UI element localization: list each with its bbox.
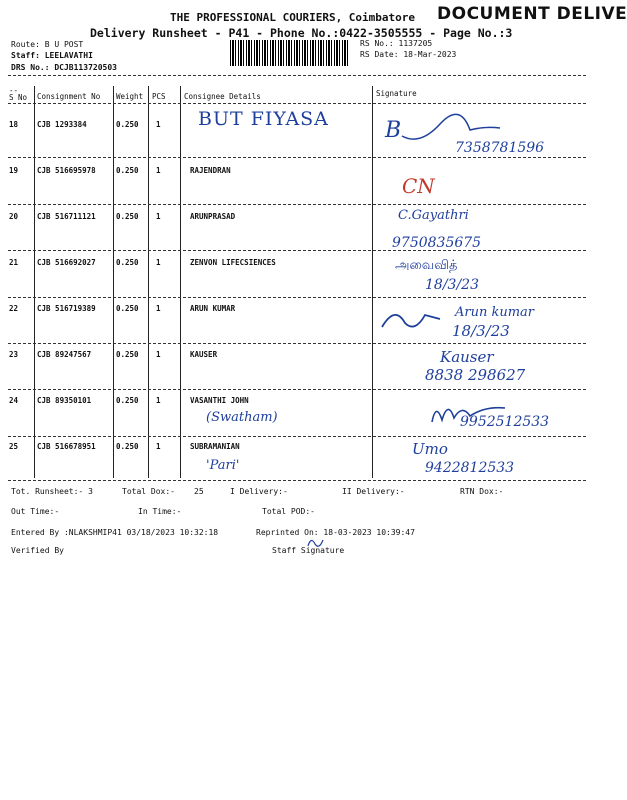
runsheet-title: Delivery Runsheet - P41 - Phone No.:0422-3505555 - Page No.:3: [90, 26, 513, 40]
row-sno: 23: [9, 350, 19, 359]
drs-number: DRS No.: DCJB113720503: [11, 63, 117, 72]
row-pcs: 1: [156, 304, 161, 313]
col-consignment: Consignment No: [37, 92, 101, 101]
divider: [8, 250, 586, 251]
total-pod: Total POD:-: [262, 507, 315, 516]
row-consignee: ARUN KUMAR: [190, 304, 236, 313]
total-dox-label: Total Dox:-: [122, 487, 175, 496]
handwritten-signature: Umo: [412, 440, 448, 458]
signature-stroke: [380, 305, 450, 333]
divider: [8, 389, 586, 390]
divider: [8, 157, 586, 158]
divider: [8, 480, 586, 481]
col-line: [372, 86, 373, 478]
staff-initials-stroke: [305, 534, 327, 552]
out-time: Out Time:-: [11, 507, 60, 516]
in-time: In Time:-: [138, 507, 182, 516]
reprinted-on: Reprinted On: 18-03-2023 10:39:47: [256, 528, 415, 537]
divider: [8, 297, 586, 298]
row-consignment: CJB 516678951: [37, 442, 96, 451]
handwritten-signature: அவைவித்: [395, 258, 458, 273]
row-weight: 0.250: [116, 396, 139, 405]
row-weight: 0.250: [116, 120, 139, 129]
divider: [8, 436, 586, 437]
rs-date: RS Date: 18-Mar-2023: [360, 50, 457, 59]
row-sno: 21: [9, 258, 19, 267]
handwritten-signature: Arun kumar: [455, 305, 535, 320]
col-line: [148, 86, 149, 478]
route: Route: B U POST: [11, 40, 84, 49]
row-consignment: CJB 516711121: [37, 212, 96, 221]
row-weight: 0.250: [116, 442, 139, 451]
handwritten-phone: 7358781596: [455, 140, 545, 156]
i-delivery: I Delivery:-: [230, 487, 288, 496]
handwritten-phone: 9952512533: [460, 414, 550, 430]
row-pcs: 1: [156, 120, 161, 129]
row-weight: 0.250: [116, 350, 139, 359]
handwritten-signature: B: [385, 118, 402, 143]
handwritten-phone: 9750835675: [392, 235, 482, 251]
verified-by: Verified By: [11, 546, 64, 555]
row-sno: 22: [9, 304, 19, 313]
total-runsheet: Tot. Runsheet:- 3: [11, 487, 93, 496]
staff-signature: Staff Signature: [272, 546, 345, 555]
row-consignment: CJB 89350101: [37, 396, 92, 405]
row-consignment: CJB 516692027: [37, 258, 96, 267]
row-pcs: 1: [156, 212, 161, 221]
divider: [8, 343, 586, 344]
col-consignee: Consignee Details: [184, 92, 261, 101]
col-weight: Weight: [116, 92, 144, 101]
row-consignee: SUBRAMANIAN: [190, 442, 240, 451]
handwritten-note: 'Pari': [206, 458, 240, 473]
row-weight: 0.250: [116, 258, 139, 267]
rs-number: RS No.: 1137205: [360, 39, 433, 48]
divider: [8, 103, 586, 104]
row-consignee: KAUSER: [190, 350, 218, 359]
row-consignee: RAJENDRAN: [190, 166, 231, 175]
handwritten-signature: CN: [402, 174, 435, 198]
barcode: [230, 40, 348, 66]
entered-by: Entered By :NLAKSHMIP41 03/18/2023 10:32:18: [11, 528, 219, 537]
row-pcs: 1: [156, 350, 161, 359]
staff: Staff: LEELAVATHI: [11, 51, 93, 60]
col-sno: S No: [9, 93, 28, 102]
col-line: [180, 86, 181, 478]
handwritten-phone: 8838 298627: [425, 366, 526, 384]
row-weight: 0.250: [116, 304, 139, 313]
divider: [8, 75, 586, 76]
row-consignment: CJB 516695978: [37, 166, 96, 175]
row-consignee: ZENVON LIFECSIENCES: [190, 258, 276, 267]
row-sno: 25: [9, 442, 19, 451]
row-weight: 0.250: [116, 166, 139, 175]
divider: [8, 204, 586, 205]
col-pcs: PCS: [152, 92, 166, 101]
row-sno: 20: [9, 212, 19, 221]
rtn-dox: RTN Dox:-: [460, 487, 504, 496]
row-pcs: 1: [156, 166, 161, 175]
row-consignment: CJB 89247567: [37, 350, 92, 359]
row-consignment: CJB 1293384: [37, 120, 87, 129]
col-line: [113, 86, 114, 478]
row-weight: 0.250: [116, 212, 139, 221]
handwritten-date: 18/3/23: [425, 277, 479, 293]
handwritten-phone: 9422812533: [425, 460, 515, 476]
row-pcs: 1: [156, 442, 161, 451]
company-name: THE PROFESSIONAL COURIERS, Coimbatore: [170, 11, 416, 24]
row-sno: 19: [9, 166, 19, 175]
handwritten-consignee: BUT FIYASA: [198, 108, 329, 130]
handwritten-signature: Kauser: [440, 348, 494, 366]
row-consignee: ARUNPRASAD: [190, 212, 236, 221]
row-pcs: 1: [156, 396, 161, 405]
col-line: [34, 86, 35, 478]
handwritten-note: (Swatham): [206, 410, 278, 425]
signature-stroke: [430, 398, 510, 426]
handwritten-date: 18/3/23: [452, 322, 510, 340]
row-sno: 18: [9, 120, 19, 129]
row-consignee: VASANTHI JOHN: [190, 396, 249, 405]
handwritten-signature: C.Gayathri: [398, 208, 469, 223]
row-sno: 24: [9, 396, 19, 405]
total-dox-value: 25: [194, 487, 204, 496]
col-signature: Signature: [376, 89, 417, 98]
signature-stroke: [400, 116, 510, 146]
row-consignment: CJB 516719389: [37, 304, 96, 313]
document-delivery-stamp: DOCUMENT DELIVE: [437, 4, 627, 24]
row-pcs: 1: [156, 258, 161, 267]
ii-delivery: II Delivery:-: [342, 487, 405, 496]
